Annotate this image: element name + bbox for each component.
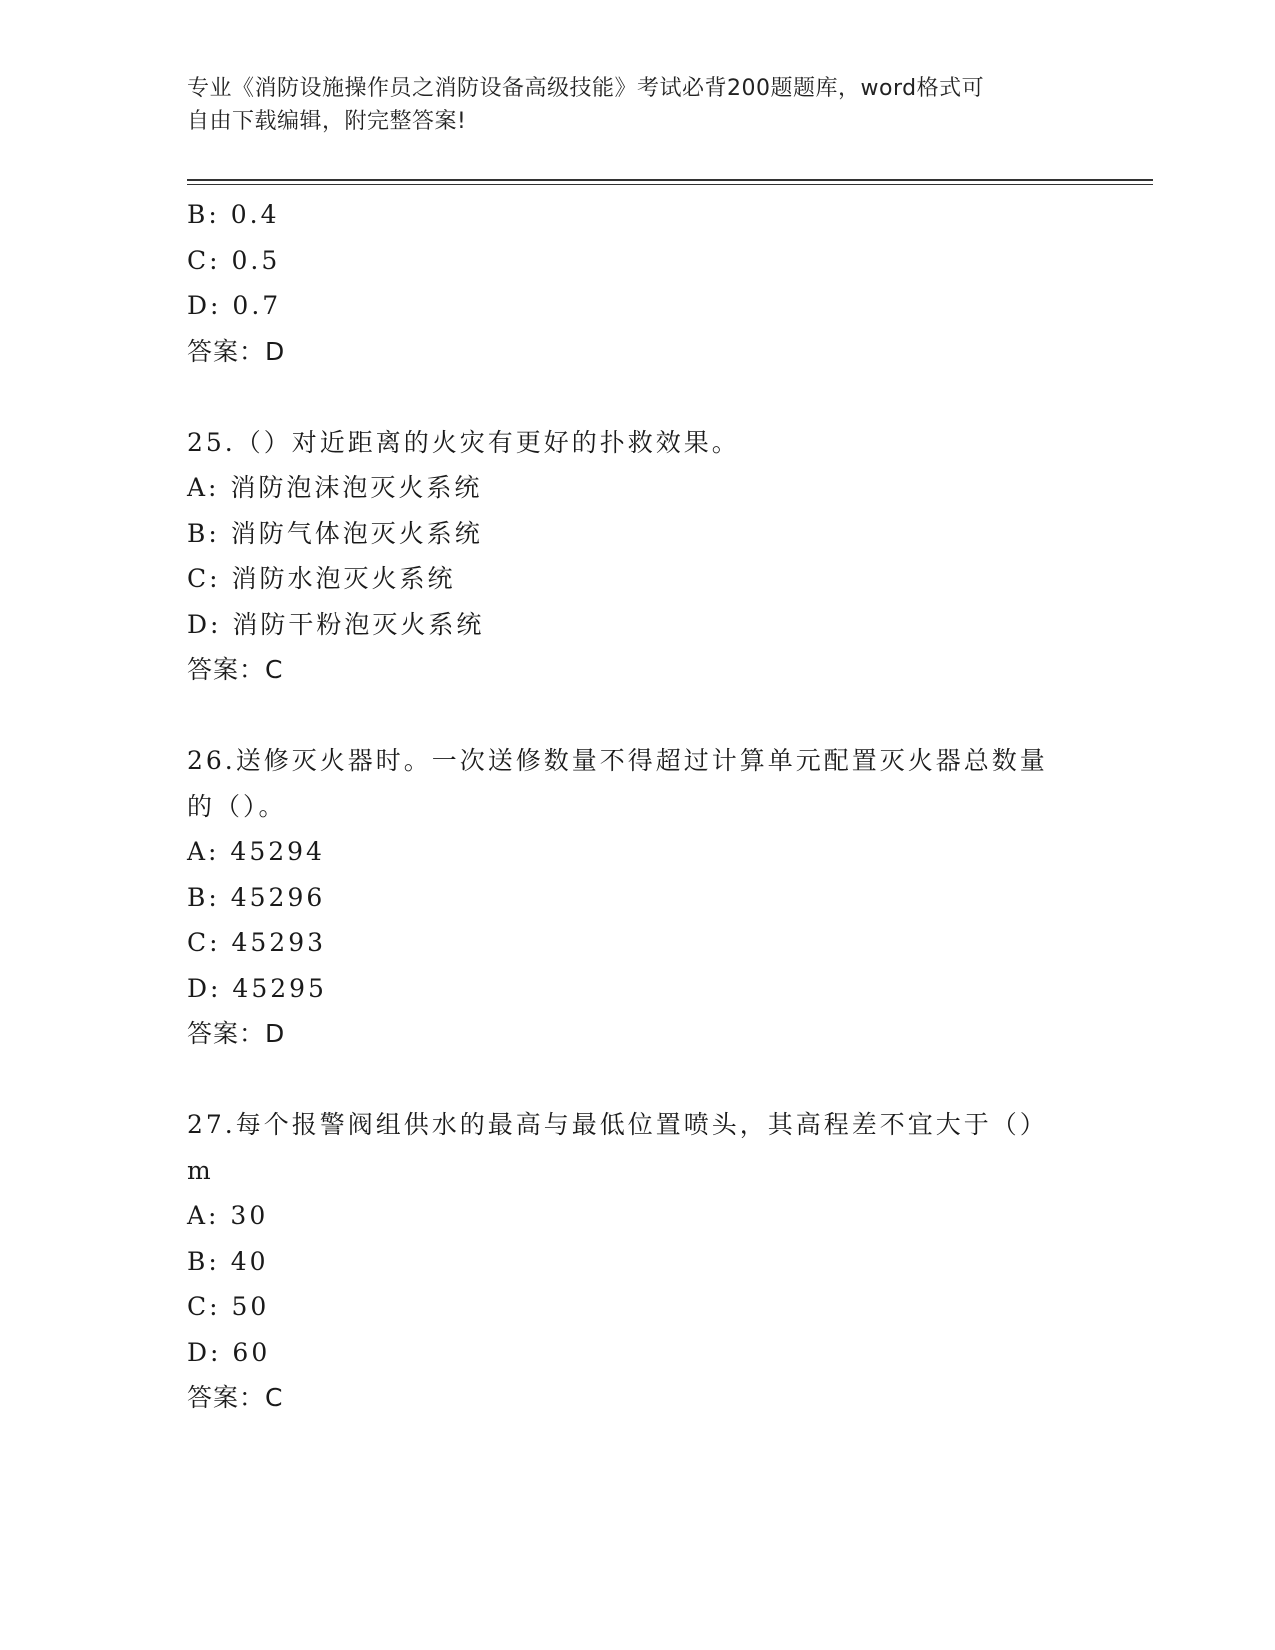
- question-text: 26.送修灭火器时。一次送修数量不得超过计算单元配置灭火器总数量: [187, 746, 1048, 775]
- header-line-1: 专业《消防设施操作员之消防设备高级技能》考试必背200题题库，word格式可: [187, 76, 985, 101]
- header-line-2: 自由下载编辑，附完整答案!: [187, 109, 467, 134]
- question-text-continued: 的（）。: [187, 791, 287, 821]
- question-text-continued: m: [187, 1155, 214, 1185]
- option-a: A: 消防泡沫泡灭火系统: [187, 473, 483, 502]
- question-26: [187, 738, 1087, 1057]
- option-b: B: 0.4: [187, 200, 280, 229]
- option-d: D: 60: [187, 1337, 271, 1367]
- document-header: [187, 72, 1067, 138]
- question-list: [187, 192, 1087, 1421]
- spacer: [187, 693, 1087, 739]
- option-d: D: 0.7: [187, 291, 282, 320]
- answer-line: 答案：C: [187, 655, 284, 684]
- answer-line: 答案：C: [187, 1383, 284, 1412]
- option-a: A: 45294: [187, 837, 325, 866]
- option-b: B: 消防气体泡灭火系统: [187, 518, 483, 548]
- question-text: 27.每个报警阀组供水的最高与最低位置喷头，其高程差不宜大于（）: [187, 1110, 1048, 1139]
- question-27: [187, 1102, 1087, 1421]
- spacer: [187, 1057, 1087, 1103]
- answer-line: 答案：D: [187, 336, 286, 366]
- option-d: D: 45295: [187, 973, 327, 1003]
- question-text: 25.（）对近距离的火灾有更好的扑救效果。: [187, 427, 740, 457]
- question-25: [187, 420, 1087, 693]
- option-c: C: 消防水泡灭火系统: [187, 564, 456, 593]
- option-c: C: 0.5: [187, 245, 281, 275]
- option-b: B: 40: [187, 1246, 269, 1276]
- header-divider-thick: [187, 179, 1153, 181]
- option-c: C: 50: [187, 1292, 270, 1321]
- option-b: B: 45296: [187, 882, 326, 912]
- header-divider-thin: [187, 184, 1153, 185]
- spacer: [187, 374, 1087, 420]
- option-c: C: 45293: [187, 928, 327, 957]
- option-d: D: 消防干粉泡灭火系统: [187, 609, 485, 639]
- answer-line: 答案：D: [187, 1019, 286, 1048]
- previous-question-tail: [187, 192, 1087, 374]
- option-a: A: 30: [187, 1201, 269, 1230]
